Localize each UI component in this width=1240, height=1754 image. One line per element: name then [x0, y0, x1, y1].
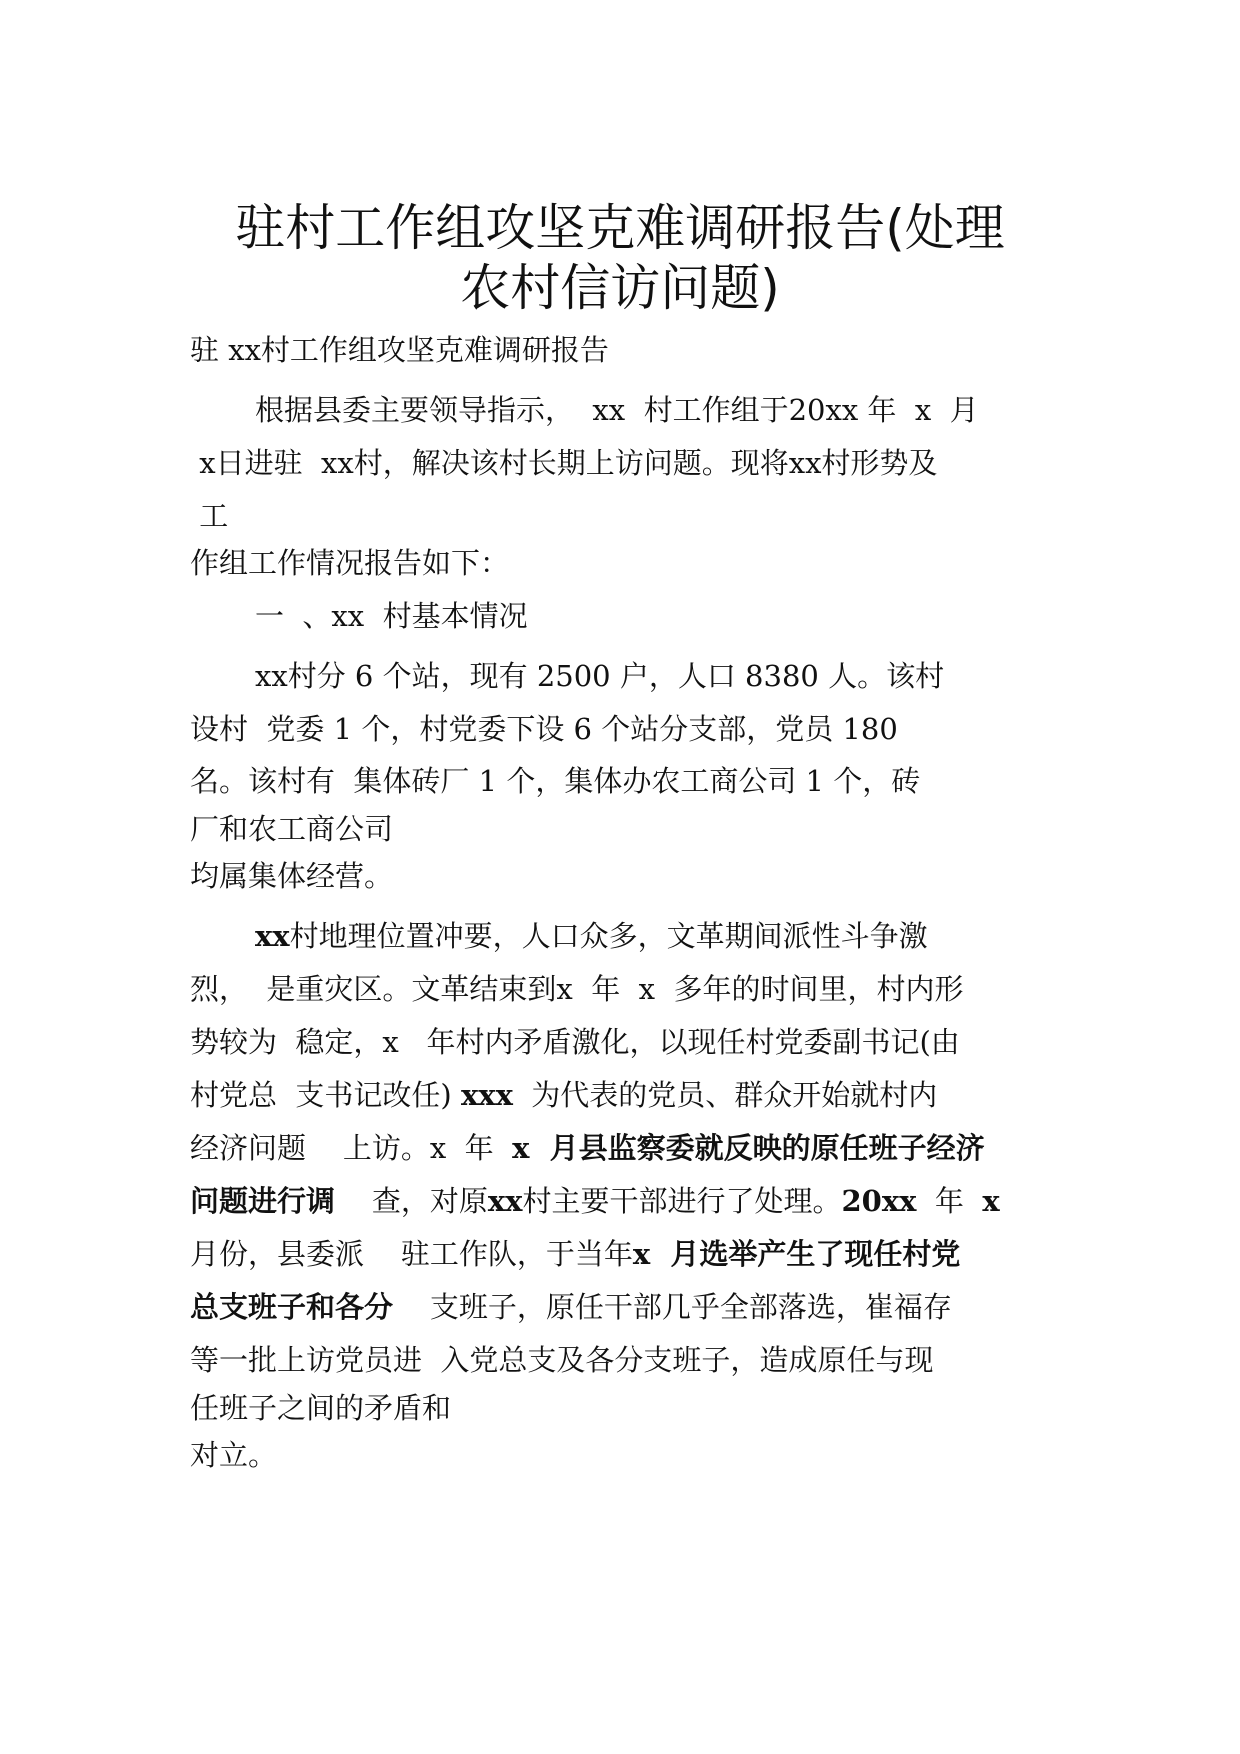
text-run: 为代表的党员、群众开始就村内: [512, 1078, 938, 1112]
paragraph-line: [190, 1181, 1000, 1221]
paragraph-line: 势较为 稳定，x 年村内矛盾激化，以现任村党委副书记(由: [190, 1025, 960, 1059]
paragraph-line: 工: [190, 499, 229, 533]
bold-text: 20xx: [841, 1184, 917, 1218]
bold-text: xxx: [460, 1078, 513, 1112]
document-subtitle: 驻 xx村工作组攻坚克难调研报告: [190, 333, 609, 367]
bold-text: 总支班子和各分: [190, 1290, 394, 1324]
paragraph-line: 均属集体经营。: [190, 859, 394, 893]
paragraph-line: 设村 党委 1 个，村党委下设 6 个站分支部，党员 180: [190, 712, 898, 746]
paragraph-line: [190, 1234, 960, 1274]
text-run: 查，对原: [335, 1184, 488, 1218]
paragraph-line: [190, 1287, 952, 1327]
paragraph-line: 厂和农工商公司: [190, 812, 394, 846]
text-run: 村主要干部进行了处理。: [522, 1184, 842, 1218]
bold-text: xx: [255, 919, 290, 953]
paragraph-line: x日进驻 xx村，解决该村长期上访问题。现将xx村形势及: [190, 446, 938, 480]
paragraph-line: xx村分 6 个站，现有 2500 户，人口 8380 人。该村: [255, 659, 945, 693]
paragraph-line: 烈， 是重灾区。文革结束到x 年 x 多年的时间里，村内形: [190, 972, 964, 1006]
text-run: 村地理位置冲要，人口众多，文革期间派性斗争激: [289, 919, 928, 953]
bold-text: xx: [487, 1184, 523, 1218]
paragraph-line: 等一批上访党员进 入党总支及各分支班子，造成原任与现: [190, 1343, 934, 1377]
document-title-line-2: 农村信访问题): [460, 259, 780, 317]
paragraph-line: 名。该村有 集体砖厂 1 个，集体办农工商公司 1 个，砖: [190, 764, 921, 798]
paragraph-line: 作组工作情况报告如下：: [190, 546, 510, 580]
text-run: 村党总 支书记改任): [190, 1078, 461, 1112]
text-run: 经济问题 上访。x 年: [190, 1131, 513, 1165]
paragraph-line: 根据县委主要领导指示， xx 村工作组于20xx 年 x 月: [255, 393, 979, 427]
section-heading: 一 、xx 村基本情况: [255, 599, 528, 633]
paragraph-line: 对立。: [190, 1438, 278, 1472]
bold-text: x 月选举产生了现任村党: [632, 1237, 961, 1271]
bold-text: 问题进行调: [190, 1184, 336, 1218]
text-run: 支班子，原任干部几乎全部落选，崔福存: [393, 1290, 952, 1324]
paragraph-line: [190, 1075, 937, 1115]
paragraph-line: [255, 916, 928, 956]
bold-text: x 月县监察委就反映的原任班子经济: [512, 1131, 985, 1165]
paragraph-line: 任班子之间的矛盾和: [190, 1391, 452, 1425]
text-run: 月份，县委派 驻工作队，于当年: [190, 1237, 633, 1271]
document-title-line-1: 驻村工作组攻坚克难调研报告(处理: [235, 199, 1005, 257]
bold-text: x: [982, 1184, 1000, 1218]
text-run: 年: [916, 1184, 983, 1218]
paragraph-line: [190, 1128, 985, 1168]
